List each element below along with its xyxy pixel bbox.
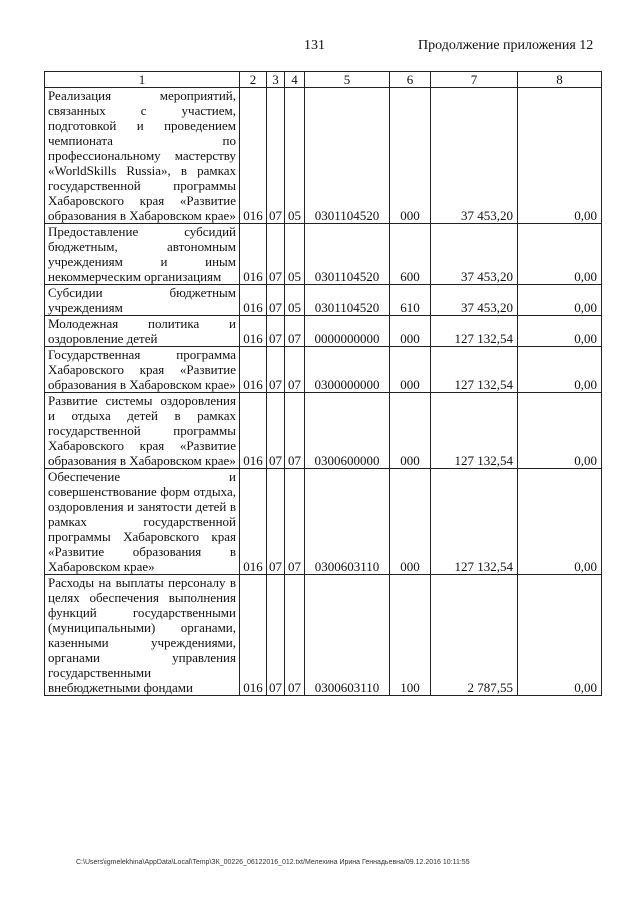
cell-subsection: 05 <box>285 285 305 316</box>
cell-target-code: 0301104520 <box>305 224 390 285</box>
table-row <box>45 285 602 316</box>
cell-subsection: 05 <box>285 88 305 224</box>
column-header: 5 <box>305 72 390 88</box>
cell-amount-2: 0,00 <box>518 88 602 224</box>
budget-table <box>44 71 602 696</box>
table-row <box>45 316 602 347</box>
table-row <box>45 393 602 469</box>
cell-amount: 127 132,54 <box>431 469 518 575</box>
cell-ministry: 016 <box>240 469 267 575</box>
column-header: 1 <box>45 72 240 88</box>
cell-amount: 127 132,54 <box>431 393 518 469</box>
table-row <box>45 575 602 696</box>
cell-ministry: 016 <box>240 285 267 316</box>
cell-amount: 127 132,54 <box>431 347 518 393</box>
cell-expense-type: 000 <box>390 393 431 469</box>
cell-expense-type: 100 <box>390 575 431 696</box>
row-name: Субсидии бюджетным учреждениям <box>45 285 240 316</box>
cell-expense-type: 000 <box>390 469 431 575</box>
column-header: 8 <box>518 72 602 88</box>
cell-amount-2: 0,00 <box>518 224 602 285</box>
cell-subsection: 07 <box>285 393 305 469</box>
column-header: 6 <box>390 72 431 88</box>
cell-amount-2: 0,00 <box>518 316 602 347</box>
cell-ministry: 016 <box>240 316 267 347</box>
row-name: Расходы на выплаты персоналу в целях обеспечения выполнения функций государственными (муниципальными) органами, казенными учреждениями, органами управления государственными внебюджетными фондами <box>45 575 240 696</box>
cell-expense-type: 000 <box>390 316 431 347</box>
cell-target-code: 0301104520 <box>305 285 390 316</box>
cell-expense-type: 610 <box>390 285 431 316</box>
row-name: Предоставление субсидий бюджетным, автономным учреждениям и иным некоммерческим организациям <box>45 224 240 285</box>
cell-ministry: 016 <box>240 88 267 224</box>
cell-target-code: 0300000000 <box>305 347 390 393</box>
row-name: Развитие системы оздоровления и отдыха детей в рамках государственной программы Хабаровского края «Развитие образования в Хабаровском крае» <box>45 393 240 469</box>
cell-amount-2: 0,00 <box>518 575 602 696</box>
cell-target-code: 0301104520 <box>305 88 390 224</box>
cell-target-code: 0300600000 <box>305 393 390 469</box>
column-header: 3 <box>267 72 285 88</box>
row-name: Государственная программа Хабаровского края «Развитие образования в Хабаровском крае» <box>45 347 240 393</box>
header-row <box>45 72 602 88</box>
column-header: 2 <box>240 72 267 88</box>
row-name: Реализация мероприятий, связанных с участием, подготовкой и проведением чемпионата по профессиональному мастерству «WorldSkills Russia», в рамках государственной программы Хабаровского края «Развитие образования в Хабаровском крае» <box>45 88 240 224</box>
page-number: 131 <box>304 38 325 53</box>
cell-amount: 127 132,54 <box>431 316 518 347</box>
cell-target-code: 0000000000 <box>305 316 390 347</box>
row-name: Обеспечение и совершенствование форм отдыха, оздоровления и занятости детей в рамках государственной программы Хабаровского края «Развитие образования в Хабаровском крае» <box>45 469 240 575</box>
cell-amount: 37 453,20 <box>431 224 518 285</box>
cell-target-code: 0300603110 <box>305 575 390 696</box>
table-row <box>45 469 602 575</box>
cell-amount-2: 0,00 <box>518 469 602 575</box>
cell-section: 07 <box>267 224 285 285</box>
column-header: 7 <box>431 72 518 88</box>
appendix-title: Продолжение приложения 12 <box>418 38 594 53</box>
cell-subsection: 05 <box>285 224 305 285</box>
cell-amount-2: 0,00 <box>518 285 602 316</box>
cell-amount: 37 453,20 <box>431 285 518 316</box>
cell-ministry: 016 <box>240 224 267 285</box>
cell-section: 07 <box>267 393 285 469</box>
cell-amount-2: 0,00 <box>518 347 602 393</box>
cell-ministry: 016 <box>240 347 267 393</box>
cell-section: 07 <box>267 469 285 575</box>
cell-section: 07 <box>267 316 285 347</box>
table-row <box>45 88 602 224</box>
cell-amount: 37 453,20 <box>431 88 518 224</box>
column-header: 4 <box>285 72 305 88</box>
cell-section: 07 <box>267 575 285 696</box>
file-path-footer: C:\Users\igmelekhina\AppData\Local\Temp\ЗК_00226_06122016_012.txt/Мелехина Ирина Геннадьевна/09.12.2016 10:11:55 <box>76 859 470 866</box>
row-name: Молодежная политика и оздоровление детей <box>45 316 240 347</box>
cell-expense-type: 600 <box>390 224 431 285</box>
cell-target-code: 0300603110 <box>305 469 390 575</box>
cell-expense-type: 000 <box>390 347 431 393</box>
cell-section: 07 <box>267 88 285 224</box>
cell-section: 07 <box>267 285 285 316</box>
cell-section: 07 <box>267 347 285 393</box>
cell-expense-type: 000 <box>390 88 431 224</box>
cell-subsection: 07 <box>285 575 305 696</box>
table-row <box>45 224 602 285</box>
table-row <box>45 347 602 393</box>
cell-ministry: 016 <box>240 575 267 696</box>
cell-ministry: 016 <box>240 393 267 469</box>
cell-subsection: 07 <box>285 316 305 347</box>
cell-amount-2: 0,00 <box>518 393 602 469</box>
cell-subsection: 07 <box>285 347 305 393</box>
cell-subsection: 07 <box>285 469 305 575</box>
cell-amount: 2 787,55 <box>431 575 518 696</box>
